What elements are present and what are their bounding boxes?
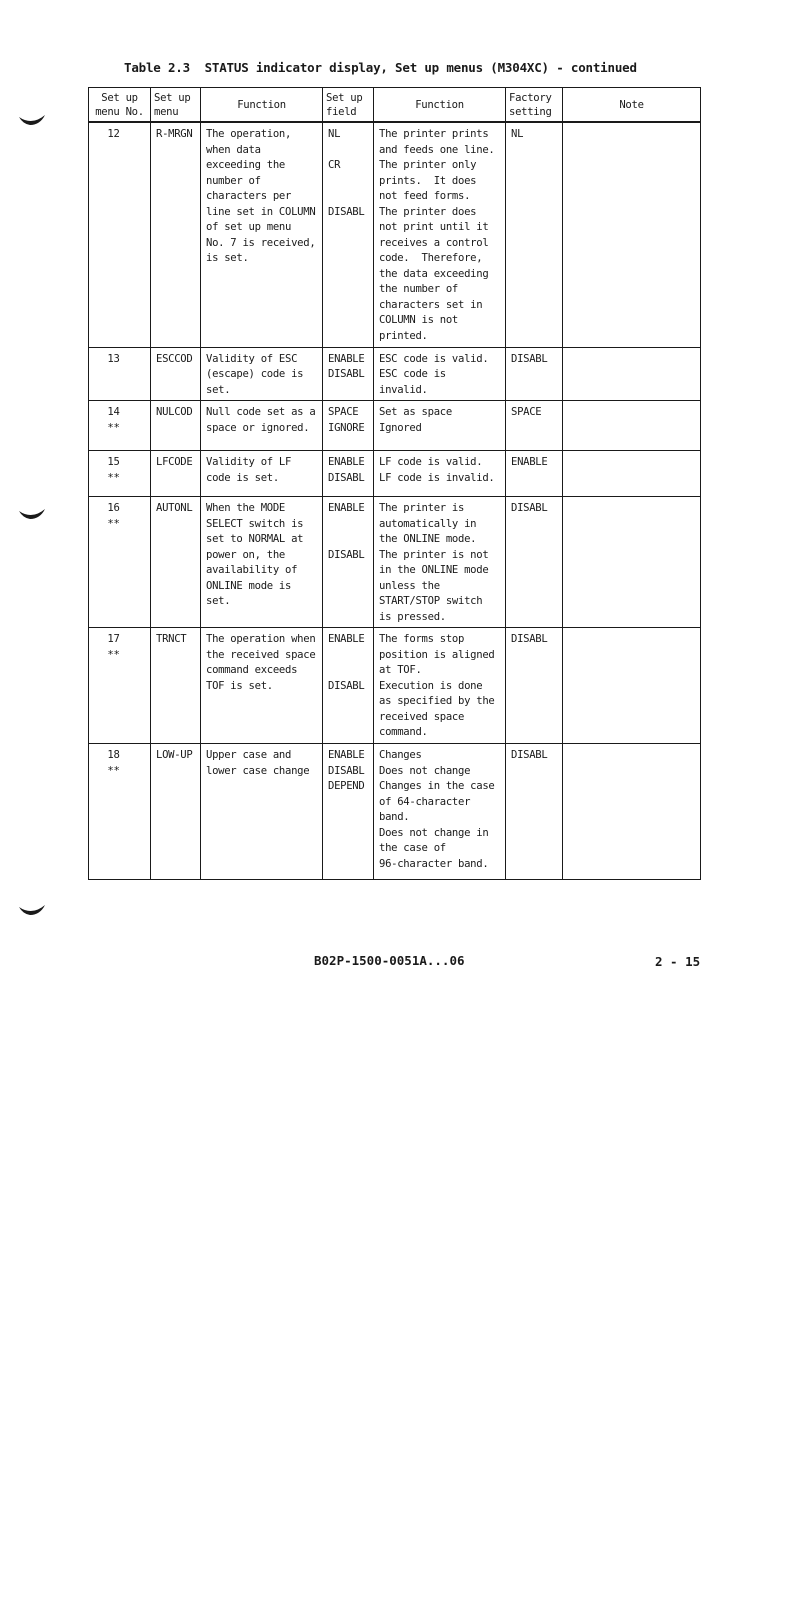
page-number: 2 - 15 — [655, 954, 701, 969]
cell-factory-setting: DISABL — [506, 744, 563, 880]
cell-menu-no — [89, 497, 151, 628]
cell-factory-setting: NL — [506, 122, 563, 347]
header-function: Function — [201, 88, 323, 123]
cell-note — [563, 744, 701, 880]
cell-field-function — [374, 122, 506, 347]
cell-field — [323, 497, 374, 628]
cell-field-function-line: the case of — [379, 842, 446, 854]
cell-function-line: Upper case and — [206, 749, 292, 761]
cell-function-line: command exceeds — [206, 664, 298, 676]
cell-field-function-line: The printer is — [379, 502, 465, 514]
cell-field-function-line: START/STOP switch — [379, 595, 483, 607]
cell-field-function-line: the number of — [379, 283, 459, 295]
header-field-function: Function — [374, 88, 506, 123]
cell-menu: R-MRGN — [151, 122, 201, 347]
cell-function-line: ONLINE mode is — [206, 579, 292, 592]
table-header-row — [89, 88, 701, 123]
cell-function — [201, 628, 323, 744]
cell-function-line: (escape) code is — [206, 368, 304, 380]
cell-field-line: DISABL — [328, 368, 365, 380]
cell-function-line: exceeding the — [206, 159, 286, 171]
cell-function-line: set. — [206, 383, 231, 396]
cell-field-line — [328, 143, 369, 159]
cell-field-line: ENABLE — [328, 633, 365, 645]
cell-menu-no — [89, 401, 151, 451]
cell-field-line: NL — [328, 128, 341, 140]
cell-function-line: lower case change — [206, 764, 310, 777]
cell-function — [201, 122, 323, 347]
cell-function-line: availability of — [206, 564, 298, 576]
cell-function-line: The operation when — [206, 633, 316, 645]
cell-field-function-line: code. Therefore, — [379, 252, 483, 264]
cell-factory-setting: DISABL — [506, 347, 563, 401]
cell-field-line — [328, 648, 369, 664]
table-row — [89, 451, 701, 497]
table-row — [89, 497, 701, 628]
cell-function — [201, 451, 323, 497]
cell-field — [323, 744, 374, 880]
cell-field-line: DISABL — [328, 764, 365, 777]
cell-field-line — [328, 517, 369, 533]
header-menu: Set up menu — [151, 88, 201, 123]
cell-field-line: DEPEND — [328, 780, 365, 792]
cell-factory-setting: SPACE — [506, 401, 563, 451]
cell-function-line: when data — [206, 143, 261, 156]
table-row — [89, 744, 701, 880]
cell-field-function-line: of 64-character — [379, 795, 471, 808]
cell-menu-no-line: 15 — [107, 456, 120, 468]
cell-function — [201, 347, 323, 401]
cell-field — [323, 347, 374, 401]
cell-field — [323, 122, 374, 347]
cell-function-line: The operation, — [206, 128, 292, 140]
cell-field-function-line: the ONLINE mode. — [379, 533, 477, 545]
cell-note — [563, 451, 701, 497]
document-code: B02P-1500-0051A...06 — [314, 953, 465, 968]
cell-field-function — [374, 628, 506, 744]
table-row — [89, 401, 701, 451]
cell-function-line: is set. — [206, 252, 249, 264]
cell-factory-setting: DISABL — [506, 497, 563, 628]
cell-function-line: of set up menu — [206, 221, 292, 233]
cell-field-function-line: not feed forms. — [379, 190, 471, 202]
cell-function-line: set to NORMAL at — [206, 533, 304, 545]
binding-mark-icon — [18, 903, 46, 917]
cell-note — [563, 497, 701, 628]
cell-menu-no — [89, 628, 151, 744]
cell-field-function-line: The printer is not — [379, 548, 489, 561]
cell-note — [563, 347, 701, 401]
cell-field-function-line: not print until it — [379, 221, 489, 233]
cell-menu-no — [89, 451, 151, 497]
cell-menu-no — [89, 744, 151, 880]
cell-menu-no-line: ** — [107, 648, 120, 661]
cell-field-function-line: Does not change — [379, 764, 471, 777]
cell-menu-no-line: ** — [107, 764, 120, 777]
cell-menu-no-line: 17 — [107, 633, 120, 645]
cell-field-line — [328, 189, 369, 205]
cell-field-function-line: ESC code is — [379, 368, 446, 380]
header-note: Note — [563, 88, 701, 123]
cell-function-line: Null code set as a — [206, 406, 316, 418]
cell-field-function-line: Changes — [379, 749, 422, 761]
cell-menu-no-line: 14 — [107, 406, 120, 418]
cell-field-function-line: automatically in — [379, 517, 477, 530]
cell-menu-no-line — [89, 143, 138, 159]
cell-function-line: characters per — [206, 190, 292, 202]
cell-menu-no-line: 16 — [107, 502, 120, 514]
cell-field-line: ENABLE — [328, 502, 365, 514]
cell-menu: TRNCT — [151, 628, 201, 744]
cell-field — [323, 401, 374, 451]
cell-field-function-line: LF code is valid. — [379, 456, 483, 468]
cell-field-function-line: is pressed. — [379, 610, 446, 623]
cell-field-line: ENABLE — [328, 749, 365, 761]
cell-field-line: CR — [328, 159, 341, 171]
cell-field-function-line: at TOF. — [379, 664, 422, 676]
cell-function-line: the received space — [206, 648, 316, 661]
cell-menu: ESCCOD — [151, 347, 201, 401]
cell-field-function — [374, 401, 506, 451]
cell-menu-no-line — [89, 367, 138, 383]
cell-field-function — [374, 744, 506, 880]
cell-menu: LFCODE — [151, 451, 201, 497]
cell-field-line: DISABL — [328, 548, 365, 561]
cell-note — [563, 401, 701, 451]
cell-field-function-line: receives a control — [379, 236, 489, 249]
cell-field-line: SPACE — [328, 406, 359, 418]
cell-menu-no-line: 13 — [107, 352, 120, 365]
cell-field — [323, 628, 374, 744]
cell-field-line — [328, 174, 369, 190]
cell-field-function — [374, 451, 506, 497]
cell-field-function-line: in the ONLINE mode — [379, 564, 489, 576]
cell-function-line: No. 7 is received, — [206, 236, 316, 249]
cell-field-function-line: 96-character band. — [379, 857, 489, 870]
cell-note — [563, 122, 701, 347]
cell-field-function-line: ESC code is valid. — [379, 352, 489, 365]
cell-field-function — [374, 497, 506, 628]
cell-menu-no-line: 18 — [107, 749, 120, 761]
cell-menu-no-line: ** — [107, 421, 120, 434]
cell-field-function-line: the data exceeding — [379, 267, 489, 280]
cell-menu: LOW-UP — [151, 744, 201, 880]
cell-function-line: TOF is set. — [206, 679, 273, 692]
cell-function-line: SELECT switch is — [206, 517, 304, 530]
cell-function-line: power on, the — [206, 548, 286, 561]
cell-field-function-line: Set as space — [379, 406, 452, 418]
cell-field-function-line: The printer does — [379, 205, 477, 218]
cell-field-function-line: The forms stop — [379, 633, 465, 645]
cell-menu-no-line: ** — [107, 517, 120, 530]
cell-field-function-line: Changes in the case — [379, 780, 495, 792]
binding-mark-icon — [18, 507, 46, 521]
cell-field-function-line: and feeds one line. — [379, 143, 495, 156]
cell-factory-setting: DISABL — [506, 628, 563, 744]
cell-field-function-line: invalid. — [379, 383, 428, 396]
cell-function — [201, 744, 323, 880]
cell-field-function-line: The printer prints — [379, 128, 489, 140]
cell-function-line: When the MODE — [206, 502, 286, 514]
cell-field-function-line: The printer only — [379, 159, 477, 171]
cell-field-function-line: characters set in — [379, 298, 483, 311]
cell-note — [563, 628, 701, 744]
header-factory-setting: Factory setting — [506, 88, 563, 123]
cell-field-function-line: band. — [379, 811, 410, 823]
cell-field-function-line: position is aligned — [379, 648, 495, 661]
cell-function — [201, 497, 323, 628]
cell-field-line — [328, 532, 369, 548]
cell-menu-no — [89, 122, 151, 347]
cell-function-line: space or ignored. — [206, 421, 310, 434]
cell-field — [323, 451, 374, 497]
cell-field-line: DISABL — [328, 679, 365, 692]
header-field: Set up field — [323, 88, 374, 123]
cell-field-function-line: Ignored — [379, 421, 422, 434]
cell-field-line — [328, 663, 369, 679]
cell-field-function-line: received space — [379, 710, 465, 723]
cell-factory-setting: ENABLE — [506, 451, 563, 497]
cell-field-line: DISABL — [328, 205, 365, 218]
cell-menu-no-line: 12 — [107, 128, 120, 140]
table-row — [89, 347, 701, 401]
cell-field-line: IGNORE — [328, 421, 365, 434]
cell-field-function-line: Does not change in — [379, 826, 489, 839]
cell-field-function-line: unless the — [379, 579, 440, 592]
cell-field-function — [374, 347, 506, 401]
table-row — [89, 628, 701, 744]
table-row — [89, 122, 701, 347]
table-body — [89, 122, 701, 880]
cell-function-line: Validity of ESC — [206, 352, 298, 365]
cell-field-function-line: as specified by the — [379, 695, 495, 707]
cell-field-function-line: command. — [379, 726, 428, 738]
cell-function-line: number of — [206, 174, 261, 187]
cell-function-line: code is set. — [206, 471, 279, 484]
cell-function-line: set. — [206, 595, 231, 607]
setup-menu-table — [88, 87, 701, 880]
cell-field-function-line: COLUMN is not — [379, 314, 459, 326]
cell-function-line: line set in COLUMN — [206, 205, 316, 218]
cell-field-line: DISABL — [328, 471, 365, 484]
header-menu-no: Set up menu No. — [89, 88, 151, 123]
cell-function — [201, 401, 323, 451]
cell-menu: NULCOD — [151, 401, 201, 451]
cell-field-function-line: Execution is done — [379, 679, 483, 692]
cell-field-function-line: LF code is invalid. — [379, 471, 495, 484]
cell-field-line: ENABLE — [328, 352, 365, 365]
cell-menu-no-line: ** — [107, 471, 120, 484]
cell-menu-no — [89, 347, 151, 401]
table-caption: Table 2.3 STATUS indicator display, Set up menus (M304XC) - continued — [124, 60, 637, 75]
cell-menu: AUTONL — [151, 497, 201, 628]
cell-field-line: ENABLE — [328, 456, 365, 468]
cell-function-line: Validity of LF — [206, 456, 292, 468]
cell-field-function-line: prints. It does — [379, 174, 477, 187]
binding-mark-icon — [18, 113, 46, 127]
cell-field-function-line: printed. — [379, 329, 428, 342]
